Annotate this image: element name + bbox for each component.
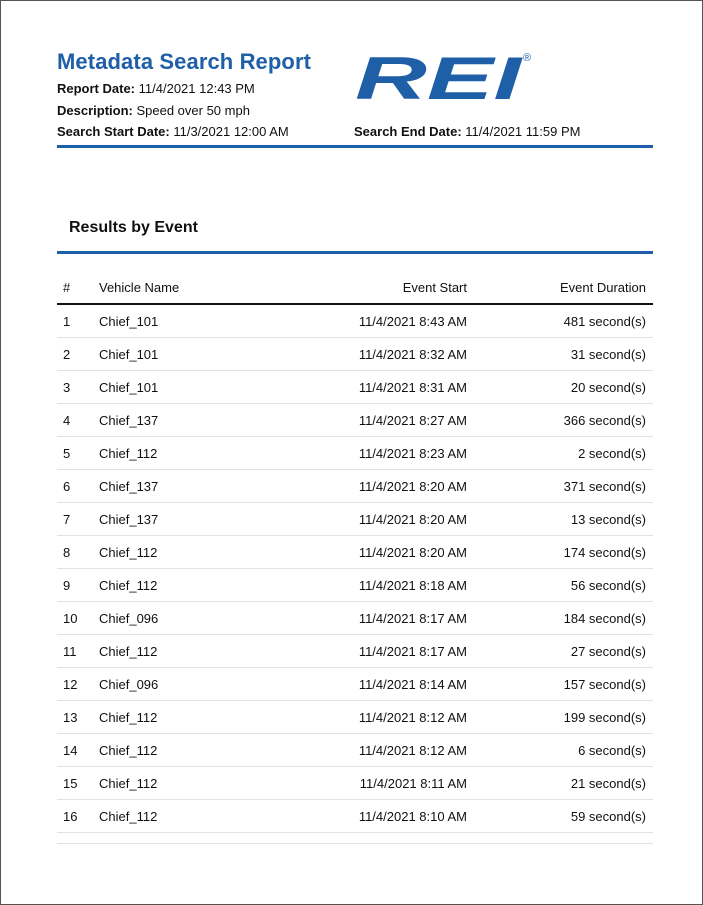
table-row	[57, 371, 653, 404]
cell-event-start: 11/4/2021 8:23 AM	[279, 437, 467, 470]
cell-event-duration: 199 second(s)	[467, 701, 653, 734]
table-row	[57, 503, 653, 536]
search-start-label: Search Start Date:	[57, 124, 170, 139]
rei-logo-text: REI	[355, 49, 524, 101]
table-row	[57, 569, 653, 602]
cell-vehicle-name: Chief_112	[99, 437, 279, 470]
cell-number: 12	[57, 668, 99, 701]
table-row	[57, 701, 653, 734]
cell-event-duration: 371 second(s)	[467, 470, 653, 503]
cell-event-duration: 20 second(s)	[467, 371, 653, 404]
cell-vehicle-name: Chief_137	[99, 470, 279, 503]
description-line	[57, 103, 250, 118]
cell-event-duration: 13 second(s)	[467, 503, 653, 536]
cell-vehicle-name: Chief_112	[99, 536, 279, 569]
results-table-body	[57, 304, 653, 833]
cell-vehicle-name: Chief_112	[99, 800, 279, 833]
table-row	[57, 338, 653, 371]
cell-event-duration: 481 second(s)	[467, 304, 653, 338]
cell-event-start: 11/4/2021 8:20 AM	[279, 503, 467, 536]
cell-vehicle-name: Chief_137	[99, 404, 279, 437]
cell-event-start: 11/4/2021 8:11 AM	[279, 767, 467, 800]
cell-number: 2	[57, 338, 99, 371]
cell-vehicle-name: Chief_112	[99, 701, 279, 734]
cell-number: 13	[57, 701, 99, 734]
cell-vehicle-name: Chief_101	[99, 338, 279, 371]
cell-event-duration: 6 second(s)	[467, 734, 653, 767]
cell-event-start: 11/4/2021 8:27 AM	[279, 404, 467, 437]
column-header-vehicle-name: Vehicle Name	[99, 271, 279, 304]
search-end-label: Search End Date:	[354, 124, 462, 139]
cell-number: 4	[57, 404, 99, 437]
table-row	[57, 602, 653, 635]
cell-number: 3	[57, 371, 99, 404]
cell-event-start: 11/4/2021 8:43 AM	[279, 304, 467, 338]
search-end-line	[354, 124, 580, 139]
cell-number: 15	[57, 767, 99, 800]
search-start-line	[57, 124, 289, 139]
search-start-value: 11/3/2021 12:00 AM	[173, 124, 289, 139]
cell-event-start: 11/4/2021 8:10 AM	[279, 800, 467, 833]
results-table	[57, 271, 653, 833]
cell-number: 11	[57, 635, 99, 668]
column-header-event-duration: Event Duration	[467, 271, 653, 304]
cell-event-start: 11/4/2021 8:20 AM	[279, 536, 467, 569]
cell-vehicle-name: Chief_101	[99, 371, 279, 404]
cell-vehicle-name: Chief_137	[99, 503, 279, 536]
report-date-line	[57, 81, 255, 96]
description-value: Speed over 50 mph	[136, 103, 250, 118]
report-date-value: 11/4/2021 12:43 PM	[138, 81, 255, 96]
column-header-event-start: Event Start	[279, 271, 467, 304]
cell-event-duration: 157 second(s)	[467, 668, 653, 701]
table-row	[57, 767, 653, 800]
cell-event-start: 11/4/2021 8:12 AM	[279, 734, 467, 767]
report-title: Metadata Search Report	[57, 49, 312, 74]
cell-event-start: 11/4/2021 8:32 AM	[279, 338, 467, 371]
table-row	[57, 635, 653, 668]
cell-event-duration: 31 second(s)	[467, 338, 653, 371]
cell-number: 5	[57, 437, 99, 470]
cell-event-duration: 174 second(s)	[467, 536, 653, 569]
report-date-label: Report Date:	[57, 81, 136, 96]
table-row	[57, 470, 653, 503]
cell-event-duration: 366 second(s)	[467, 404, 653, 437]
table-row	[57, 734, 653, 767]
table-row	[57, 437, 653, 470]
description-label: Description:	[57, 103, 133, 118]
cell-event-start: 11/4/2021 8:14 AM	[279, 668, 467, 701]
registered-mark: ®	[523, 52, 532, 64]
cell-number: 7	[57, 503, 99, 536]
cell-vehicle-name: Chief_112	[99, 569, 279, 602]
cell-number: 1	[57, 304, 99, 338]
cell-event-start: 11/4/2021 8:31 AM	[279, 371, 467, 404]
cell-event-duration: 56 second(s)	[467, 569, 653, 602]
cell-vehicle-name: Chief_112	[99, 767, 279, 800]
cell-vehicle-name: Chief_112	[99, 734, 279, 767]
cell-event-start: 11/4/2021 8:17 AM	[279, 635, 467, 668]
column-header-number: #	[57, 271, 99, 304]
table-row	[57, 536, 653, 569]
rei-logo	[355, 49, 535, 101]
cell-number: 9	[57, 569, 99, 602]
section-title: Results by Event	[69, 219, 198, 236]
header-divider	[57, 145, 653, 148]
cell-vehicle-name: Chief_096	[99, 668, 279, 701]
cell-event-duration: 184 second(s)	[467, 602, 653, 635]
cell-number: 14	[57, 734, 99, 767]
section-divider	[57, 251, 653, 254]
search-end-value: 11/4/2021 11:59 PM	[465, 124, 581, 139]
cell-event-start: 11/4/2021 8:17 AM	[279, 602, 467, 635]
cell-vehicle-name: Chief_101	[99, 304, 279, 338]
cell-event-start: 11/4/2021 8:18 AM	[279, 569, 467, 602]
table-header-row	[57, 271, 653, 304]
cell-vehicle-name: Chief_096	[99, 602, 279, 635]
cell-number: 6	[57, 470, 99, 503]
table-end-divider	[57, 843, 653, 844]
cell-event-duration: 59 second(s)	[467, 800, 653, 833]
cell-event-duration: 27 second(s)	[467, 635, 653, 668]
table-row	[57, 304, 653, 338]
cell-event-duration: 21 second(s)	[467, 767, 653, 800]
cell-event-duration: 2 second(s)	[467, 437, 653, 470]
cell-event-start: 11/4/2021 8:12 AM	[279, 701, 467, 734]
table-row	[57, 668, 653, 701]
table-row	[57, 404, 653, 437]
cell-event-start: 11/4/2021 8:20 AM	[279, 470, 467, 503]
cell-number: 10	[57, 602, 99, 635]
cell-vehicle-name: Chief_112	[99, 635, 279, 668]
cell-number: 8	[57, 536, 99, 569]
cell-number: 16	[57, 800, 99, 833]
table-row	[57, 800, 653, 833]
